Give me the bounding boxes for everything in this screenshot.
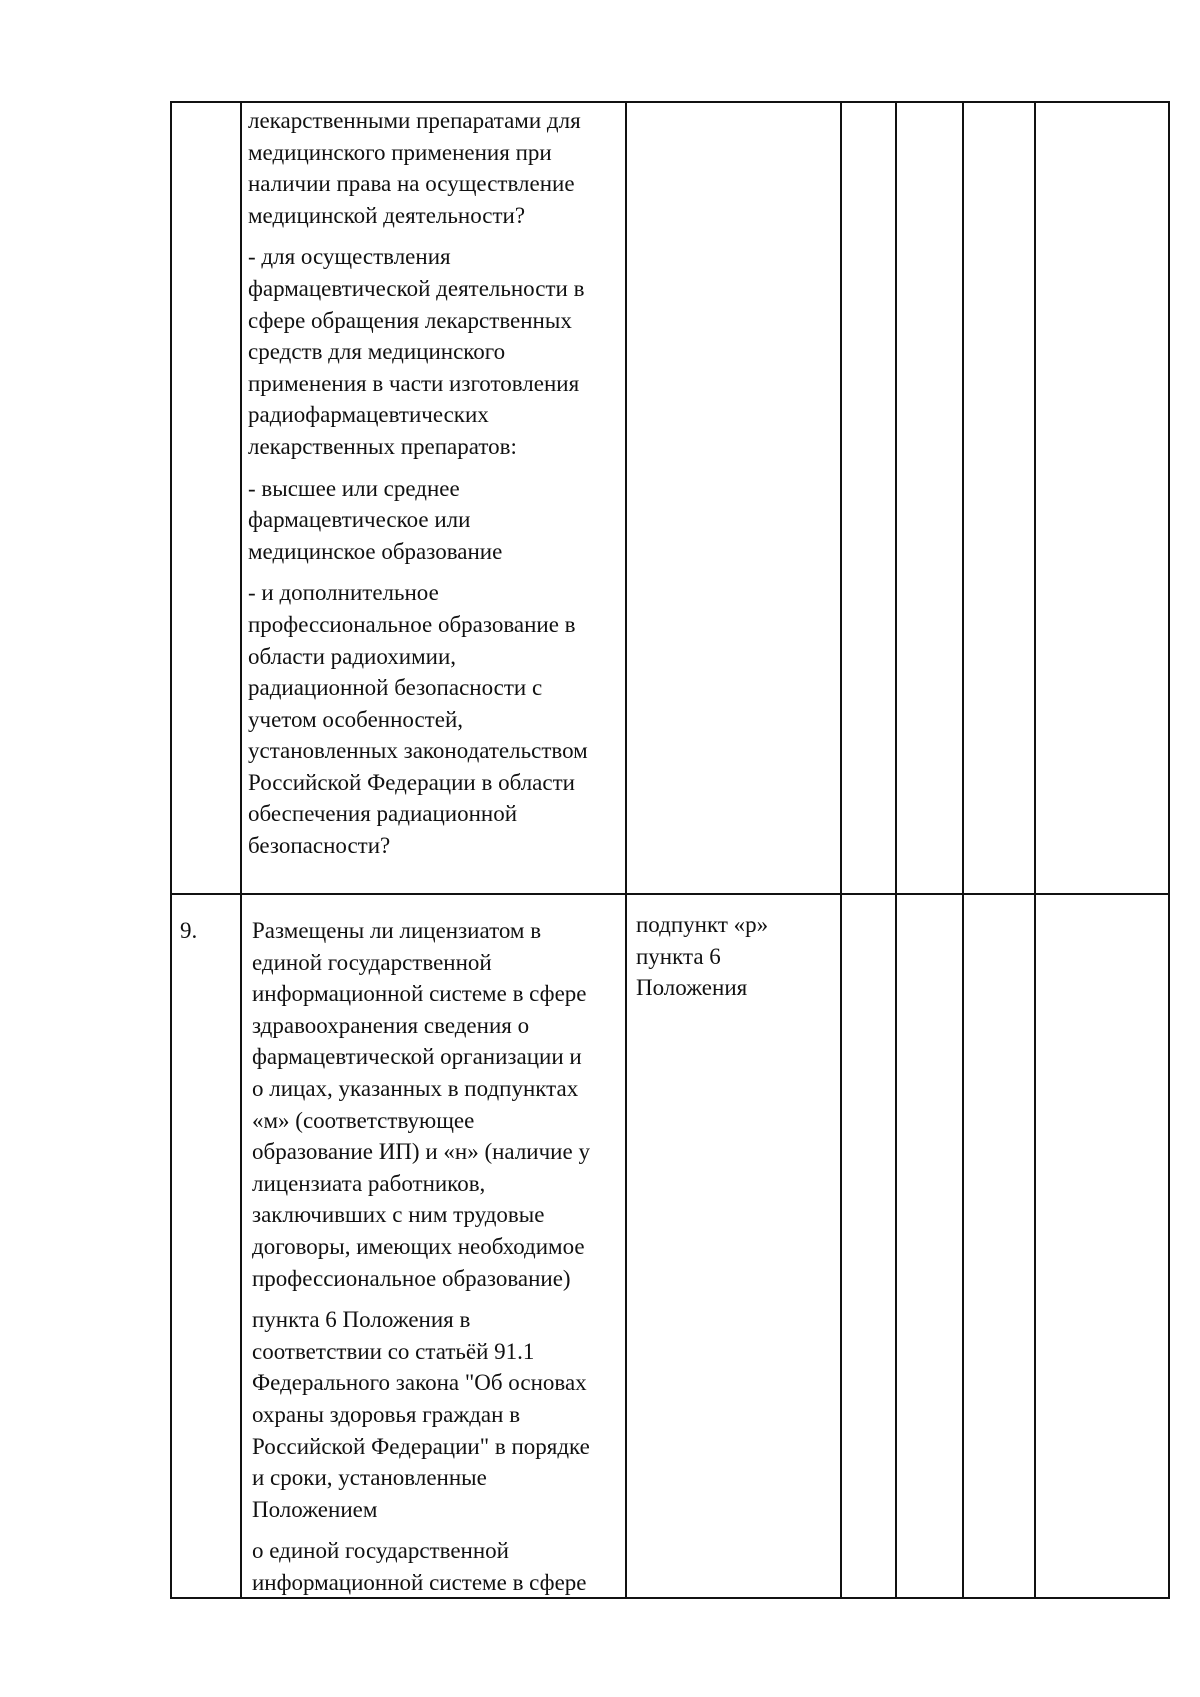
text-line: образование ИП) и «н» (наличие у xyxy=(252,1139,590,1165)
legal-reference xyxy=(636,909,768,1004)
paragraph xyxy=(248,473,588,568)
text-line: лекарственными препаратами для xyxy=(248,108,581,133)
text-line: применения в части изготовления xyxy=(248,370,580,396)
text-line: безопасности? xyxy=(248,833,391,859)
text-line: Российской Федерации" в порядке xyxy=(252,1433,590,1459)
column-divider xyxy=(840,101,842,1599)
paragraph xyxy=(248,105,588,231)
text-line: единой государственной xyxy=(252,949,492,975)
text-line: установленных законодательством xyxy=(248,738,588,764)
text-line: наличии права на осуществление xyxy=(248,171,575,197)
text-line: договоры, имеющих необходимое xyxy=(252,1233,585,1259)
row-divider xyxy=(170,893,1170,895)
text-line: средств для медицинского xyxy=(248,339,506,365)
paragraph xyxy=(252,1304,590,1525)
table-left-border xyxy=(170,101,172,1599)
text-line: сфере обращения лекарственных xyxy=(248,307,572,333)
text-line: медицинской деятельности? xyxy=(248,202,526,228)
text-line: медицинское образование xyxy=(248,538,503,564)
text-line: фармацевтической организации и xyxy=(252,1044,582,1070)
text-line: радиационной безопасности с xyxy=(248,675,543,701)
text-line: учетом особенностей, xyxy=(248,706,463,732)
text-line: фармацевтическое или xyxy=(248,507,471,533)
text-line: профессиональное образование) xyxy=(252,1265,571,1291)
text-line: - высшее или среднее xyxy=(248,475,460,501)
column-divider xyxy=(895,101,897,1599)
text-line: Федерального закона "Об основах xyxy=(252,1370,587,1396)
text-line: радиофармацевтических xyxy=(248,402,489,428)
text-line: информационной системе в сфере xyxy=(252,981,587,1007)
column-divider xyxy=(625,101,627,1599)
text-line: о лицах, указанных в подпунктах xyxy=(252,1075,579,1101)
row-number: 9. xyxy=(180,918,198,943)
paragraph xyxy=(248,577,588,861)
column-divider xyxy=(240,101,242,1599)
paragraph xyxy=(252,915,590,1294)
text-line: и сроки, установленные xyxy=(252,1465,487,1491)
text-line: заключивших с ним трудовые xyxy=(252,1202,545,1228)
requirement-text xyxy=(248,105,588,862)
checklist-table xyxy=(170,101,1170,1599)
text-line: пункта 6 xyxy=(636,943,721,969)
text-line: лекарственных препаратов: xyxy=(248,433,517,459)
text-line: - для осуществления xyxy=(248,244,451,270)
text-line: здравоохранения сведения о xyxy=(252,1012,530,1038)
text-line: соответствии со статьёй 91.1 xyxy=(252,1338,535,1364)
text-line: Российской Федерации в области xyxy=(248,769,575,795)
text-line: информационной системе в сфере xyxy=(252,1569,587,1595)
text-line: подпункт «р» xyxy=(636,912,769,937)
table-right-border xyxy=(1168,101,1170,1599)
text-line: Положения xyxy=(636,975,748,1001)
column-divider xyxy=(1034,101,1036,1599)
text-line: медицинского применения при xyxy=(248,139,552,165)
text-line: «м» (соответствующее xyxy=(252,1107,475,1133)
text-line: фармацевтической деятельности в xyxy=(248,275,585,301)
requirement-text xyxy=(252,915,590,1598)
paragraph xyxy=(248,241,588,462)
text-line: пункта 6 Положения в xyxy=(252,1307,471,1333)
text-line: о единой государственной xyxy=(252,1538,509,1564)
column-divider xyxy=(962,101,964,1599)
paragraph xyxy=(252,1535,590,1598)
text-line: Размещены ли лицензиатом в xyxy=(252,918,542,943)
text-line: Положением xyxy=(252,1496,378,1522)
text-line: обеспечения радиационной xyxy=(248,801,518,827)
text-line: - и дополнительное xyxy=(248,580,439,606)
text-line: профессиональное образование в xyxy=(248,611,576,637)
text-line: охраны здоровья граждан в xyxy=(252,1401,521,1427)
text-line: области радиохимии, xyxy=(248,643,457,669)
text-line: лицензиата работников, xyxy=(252,1170,486,1196)
table-top-border xyxy=(170,101,1170,103)
